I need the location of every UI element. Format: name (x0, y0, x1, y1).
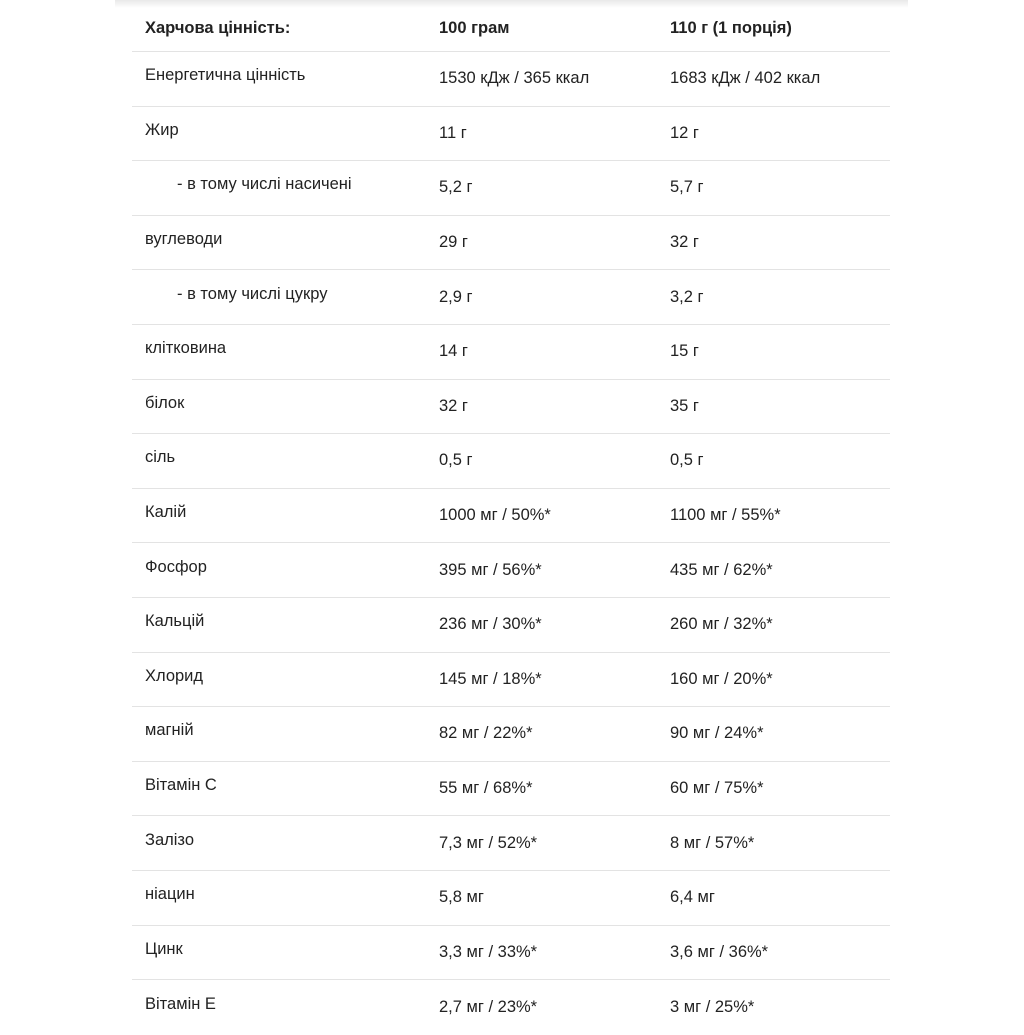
value-per-100g: 1000 мг / 50%* (439, 506, 551, 525)
table-body (132, 52, 890, 1035)
value-per-100g: 5,8 мг (439, 888, 484, 907)
table-row (132, 926, 890, 981)
value-per-100g: 2,9 г (439, 287, 473, 306)
nutrient-name: магній (145, 721, 194, 740)
value-per-100g: 0,5 г (439, 451, 473, 470)
value-per-100g: 3,3 мг / 33%* (439, 942, 538, 961)
nutrient-name: Фосфор (145, 557, 207, 576)
value-per-100g: 14 г (439, 342, 468, 361)
value-per-serving: 0,5 г (670, 451, 704, 470)
value-per-100g: 5,2 г (439, 178, 473, 197)
value-per-serving: 15 г (670, 342, 699, 361)
table-row (132, 816, 890, 871)
value-per-serving: 12 г (670, 123, 699, 142)
value-per-100g: 11 г (439, 123, 467, 142)
table-row (132, 489, 890, 544)
table-row (132, 762, 890, 817)
value-per-serving: 3,6 мг / 36%* (670, 942, 769, 961)
nutrient-name: - в тому числі цукру (177, 284, 328, 303)
value-per-serving: 5,7 г (670, 178, 704, 197)
table-row (132, 325, 890, 380)
nutrient-name: сіль (145, 448, 176, 467)
nutrient-name: Жир (145, 120, 179, 139)
nutrient-name: вуглеводи (145, 230, 223, 249)
header-per-100g: 100 грам (439, 18, 510, 37)
value-per-serving: 160 мг / 20%* (670, 669, 773, 688)
value-per-100g: 2,7 мг / 23%* (439, 997, 538, 1016)
value-per-100g: 395 мг / 56%* (439, 560, 542, 579)
table-row (132, 598, 890, 653)
value-per-100g: 145 мг / 18%* (439, 669, 542, 688)
nutrient-name: Кальцій (145, 612, 205, 631)
value-per-serving: 32 г (670, 233, 699, 252)
value-per-100g: 82 мг / 22%* (439, 724, 533, 743)
table-row (132, 980, 890, 1035)
nutrient-name: ніацин (145, 885, 195, 904)
table-row (132, 871, 890, 926)
value-per-100g: 29 г (439, 233, 468, 252)
value-per-100g: 55 мг / 68%* (439, 779, 533, 798)
value-per-100g: 7,3 мг / 52%* (439, 833, 538, 852)
table-row (132, 216, 890, 271)
value-per-serving: 435 мг / 62%* (670, 560, 773, 579)
header-per-serving: 110 г (1 порція) (670, 18, 792, 37)
nutrient-name: білок (145, 393, 185, 412)
value-per-100g: 236 мг / 30%* (439, 615, 542, 634)
value-per-serving: 90 мг / 24%* (670, 724, 764, 743)
value-per-serving: 8 мг / 57%* (670, 833, 755, 852)
table-row (132, 52, 890, 107)
nutrition-table (132, 5, 890, 1035)
value-per-100g: 1530 кДж / 365 ккал (439, 69, 590, 88)
table-row (132, 543, 890, 598)
value-per-serving: 60 мг / 75%* (670, 779, 764, 798)
value-per-serving: 1683 кДж / 402 ккал (670, 69, 821, 88)
nutrient-name: Енергетична цінність (145, 66, 306, 85)
value-per-serving: 3,2 г (670, 287, 704, 306)
nutrient-name: Цинк (145, 939, 183, 958)
nutrient-name: клітковина (145, 339, 227, 358)
nutrient-name: Калій (145, 503, 187, 522)
table-row (132, 707, 890, 762)
table-row (132, 161, 890, 216)
nutrient-name: - в тому числі насичені (177, 175, 352, 194)
value-per-serving: 1100 мг / 55%* (670, 506, 781, 525)
table-row (132, 653, 890, 708)
nutrient-name: Вітамін Е (145, 994, 216, 1013)
table-row (132, 270, 890, 325)
nutrient-name: Хлорид (145, 666, 204, 685)
nutrient-name: Вітамін С (145, 776, 217, 795)
table-row (132, 380, 890, 435)
header-nutrient: Харчова цінність: (145, 18, 291, 37)
table-row (132, 434, 890, 489)
value-per-serving: 35 г (670, 396, 699, 415)
value-per-serving: 6,4 мг (670, 888, 715, 907)
nutrient-name: Залізо (145, 830, 194, 849)
table-row (132, 107, 890, 162)
value-per-serving: 260 мг / 32%* (670, 615, 773, 634)
value-per-100g: 32 г (439, 396, 468, 415)
table-header-row (132, 5, 890, 52)
value-per-serving: 3 мг / 25%* (670, 997, 755, 1016)
